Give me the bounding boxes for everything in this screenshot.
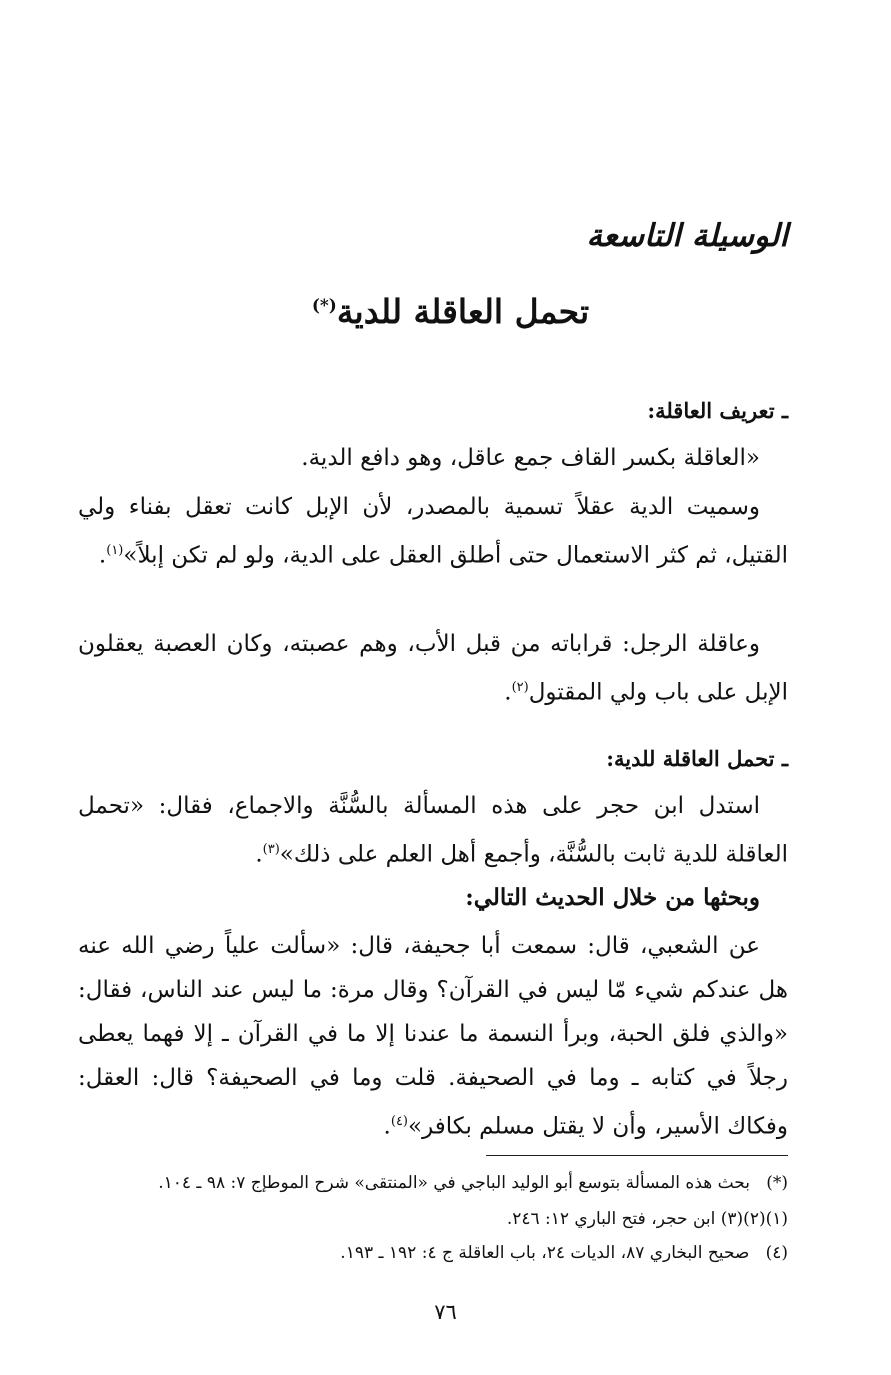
paragraph-bearing-1: استدل ابن حجر على هذه المسألة بالسُّنَّة والاجماع، فقال: «تحمل العاقلة للدية ثابت بالسُّنَّة، وأجمع أهل العلم على ذلك»$^{(٣)}$. [78,793,788,868]
paragraph-text: وعاقلة الرجل: قراباته من قبل الأب، وهم عصبته، وكان العصبة يعقلون الإبل على باب ولي المقتول [78,631,788,706]
section-heading-bearing: ـ تحمل العاقلة للدية: [606,746,788,771]
section-heading-definition: ـ تعريف العاقلة: [647,398,788,423]
footnote-mark: (*) [766,1173,788,1193]
page-title [0,292,891,331]
footnote-mark: (١)(٢)(٣) [720,1209,788,1229]
footnote-ref: (٢) [511,680,529,695]
footnote-ref: (١) [106,543,124,558]
paragraph-text: وسميت الدية عقلاً تسمية بالمصدر، لأن الإبل كانت تعقل بفناء ولي القتيل، ثم كثر الاستعمال حتى أطلق العقل على الدية، ولو لم تكن إبلاً» [78,494,788,569]
footnote-divider [486,1155,788,1156]
paragraph-definition-3: وعاقلة الرجل: قراباته من قبل الأب، وهم عصبته، وكان العصبة يعقلون الإبل على باب ولي المقتول$^{(٢)}$. [78,631,788,706]
footnote-ref: (٣) [262,842,280,857]
paragraph-text: عن الشعبي، قال: سمعت أبا جحيفة، قال: «سألت علياً رضي الله عنه هل عندكم شيء مّا ليس في القرآن؟ وقال مرة: ما ليس عند الناس، فقال: «والذي فلق الحبة، وبرأ النسمة ما عندنا إلا ما في القرآن ـ إلا فهما يعطى رجلاً في كتابه ـ وما في الصحيفة. قلت وما في الصحيفة؟ قال: العقل: وفكاك الأسير، وأن لا يقتل مسلم بكافر» [78,933,788,1140]
paragraph-hadith: عن الشعبي، قال: سمعت أبا جحيفة، قال: «سألت علياً رضي الله عنه هل عندكم شيء مّا ليس في القرآن؟ وقال مرة: ما ليس عند الناس، فقال: «والذي فلق الحبة، وبرأ النسمة ما عندنا إلا ما في القرآن ـ إلا فهما يعطى رجلاً في كتابه ـ وما في الصحيفة. قلت وما في الصحيفة؟ قال: العقل: وفكاك الأسير، وأن لا يقتل مسلم بكافر»$^{(٤)}$. [78,933,788,1140]
footnote-2 [78,1204,788,1234]
paragraph-definition-1: «العاقلة بكسر القاف جمع عاقل، وهو دافع الدية. [301,445,760,471]
title-footnote-mark: (*) [311,296,337,316]
paragraph-bearing-2: وبحثها من خلال الحديث التالي: [465,884,760,911]
footnote-text: بحث هذه المسألة بتوسع أبو الوليد الباجي في «المنتقى» شرح الموطإج ٧: ٩٨ ـ ١٠٤. [158,1173,751,1193]
footnote-1 [78,1168,788,1198]
footnote-ref: (٤) [390,1114,408,1129]
chapter-heading: الوسيلة التاسعة [586,218,788,254]
footnote-text: صحيح البخاري ٨٧، الديات ٢٤، باب العاقلة ج ٤: ١٩٢ ـ ١٩٣. [340,1243,750,1263]
paragraph-definition-2: وسميت الدية عقلاً تسمية بالمصدر، لأن الإبل كانت تعقل بفناء ولي القتيل، ثم كثر الاستعمال حتى أطلق العقل على الدية، ولو لم تكن إبلاً»$^{(١)}$. [78,494,788,569]
paragraph-text: استدل ابن حجر على هذه المسألة بالسُّنَّة والاجماع، فقال: «تحمل العاقلة للدية ثابت بالسُّنَّة، وأجمع أهل العلم على ذلك» [78,793,788,868]
footnote-3 [78,1238,788,1268]
footnote-mark: (٤) [765,1243,788,1263]
page-title-text: تحمل العاقلة للدية [336,292,590,331]
footnote-text: ابن حجر، فتح الباري ١٢: ٢٤٦. [506,1209,716,1229]
page-number: ٧٦ [434,1300,457,1324]
